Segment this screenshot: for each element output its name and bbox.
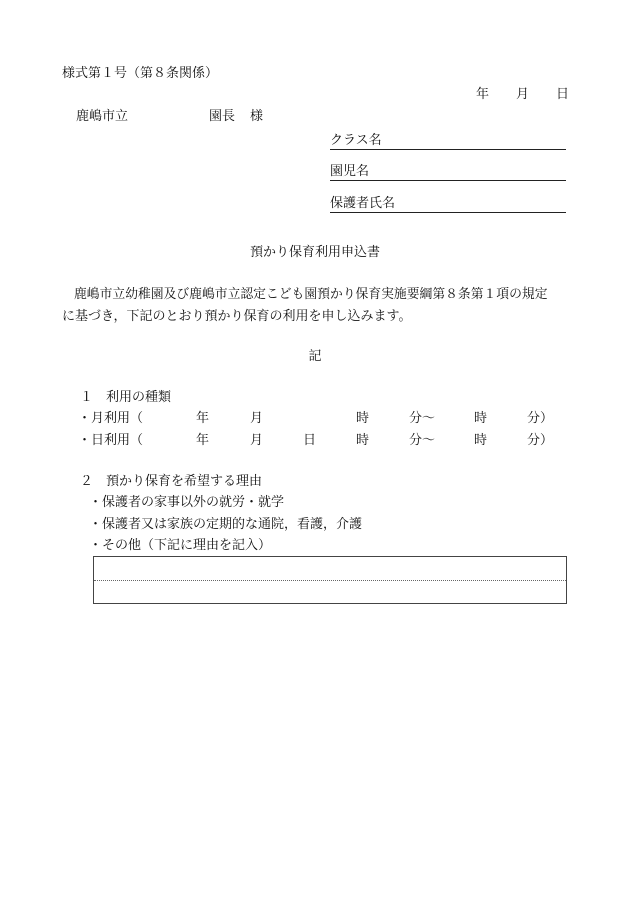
date-month-label: 月 <box>516 87 530 102</box>
class-name-field[interactable] <box>330 133 566 150</box>
body-line-1: 鹿嶋市立幼稚園及び鹿嶋市立認定こども園預かり保育実施要綱第８条第１項の規定 <box>74 287 548 302</box>
monthly-hour-from: 時 <box>356 411 370 426</box>
other-reason-divider <box>94 580 566 581</box>
ki-heading: 記 <box>308 349 322 364</box>
daily-month: 月 <box>250 433 264 448</box>
guardian-name-field[interactable] <box>330 196 566 213</box>
addressee-honorific: 様 <box>250 109 264 124</box>
date-day-label: 日 <box>556 87 570 102</box>
daily-year: 年 <box>196 433 210 448</box>
child-name-label: 園児名 <box>330 164 370 179</box>
daily-hour-from: 時 <box>356 433 370 448</box>
date-year-label: 年 <box>476 87 490 102</box>
monthly-year: 年 <box>196 411 210 426</box>
daily-minute-from: 分～ <box>409 433 436 448</box>
child-name-field[interactable] <box>330 164 566 181</box>
monthly-hour-to: 時 <box>474 411 488 426</box>
monthly-label: ・月利用（ <box>78 411 144 426</box>
form-number: 様式第１号（第８条関係） <box>62 66 219 81</box>
form-title: 預かり保育利用申込書 <box>249 245 380 260</box>
monthly-month: 月 <box>250 411 264 426</box>
reason-option-work[interactable]: ・保護者の家事以外の就労・就学 <box>89 495 285 510</box>
other-reason-box[interactable] <box>93 556 567 604</box>
reason-option-other[interactable]: ・その他（下記に理由を記入） <box>89 538 272 553</box>
daily-day: 日 <box>303 433 317 448</box>
class-name-label: クラス名 <box>330 133 382 148</box>
monthly-minute-to: 分） <box>527 411 554 426</box>
section2-heading: ２ 預かり保育を希望する理由 <box>80 474 263 489</box>
monthly-minute-from: 分～ <box>409 411 436 426</box>
guardian-name-label: 保護者氏名 <box>330 196 396 211</box>
reason-option-care[interactable]: ・保護者又は家族の定期的な通院，看護，介護 <box>89 517 363 532</box>
section1-heading: １ 利用の種類 <box>80 390 172 405</box>
addressee-title: 園長 <box>209 109 236 124</box>
daily-minute-to: 分） <box>527 433 554 448</box>
body-line-2: に基づき，下記のとおり預かり保育の利用を申し込みます。 <box>62 309 412 324</box>
daily-label: ・日利用（ <box>78 433 144 448</box>
addressee-city: 鹿嶋市立 <box>76 109 129 124</box>
daily-hour-to: 時 <box>474 433 488 448</box>
